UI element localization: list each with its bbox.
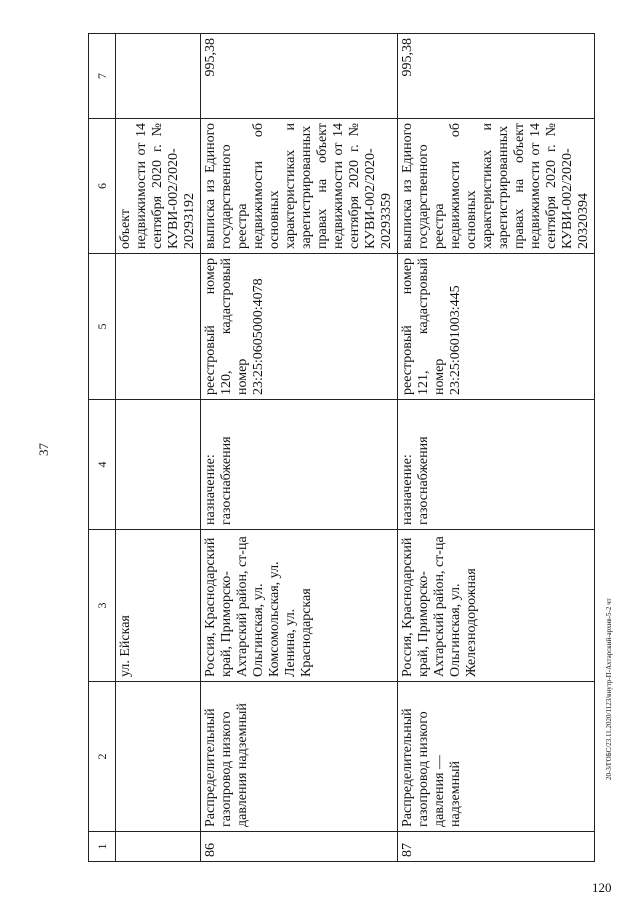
table-row (201, 34, 398, 862)
cell-address: Россия, Краснодарский край, Приморско-Ахтарский район, ст-ца Ольгинская, ул. Железнодорожная (398, 530, 595, 682)
cell-num: 87 (398, 832, 595, 862)
table-row (398, 34, 595, 862)
document-code: 20-3/ГОБС/23.11.2020/1123/внутр-П-Ахтарский-архив-5-2 чт (605, 598, 613, 780)
cell-address: ул. Ейская (116, 530, 201, 682)
header-col-3: 3 (89, 530, 116, 682)
cell-value: 995,38 (398, 34, 595, 119)
cell-value (116, 34, 201, 119)
cell-purpose: назначение: газоснабжения (201, 400, 398, 530)
cell-name (116, 682, 201, 832)
cell-num (116, 832, 201, 862)
cell-doc: объект недвижимости от 14 сентября 2020 г. № КУВИ-002/2020-20293192 (116, 119, 201, 254)
cell-address: Россия, Краснодарский край, Приморско-Ахтарский район, ст-ца Ольгинская, ул. Комсомольская, ул. Ленина, ул. Краснодарская (201, 530, 398, 682)
header-col-4: 4 (89, 400, 116, 530)
header-col-7: 7 (89, 34, 116, 119)
table-row-continued (116, 34, 201, 862)
property-table-wrapper (88, 34, 591, 862)
header-col-5: 5 (89, 254, 116, 400)
cell-reg: реестровый номер 120, кадастровый номер 23:25:0605000:4078 (201, 254, 398, 400)
cell-num: 86 (201, 832, 398, 862)
cell-purpose: назначение: газоснабжения (398, 400, 595, 530)
header-col-6: 6 (89, 119, 116, 254)
property-table (88, 33, 595, 862)
header-col-2: 2 (89, 682, 116, 832)
cell-doc: выписка из Единого государственного реестра недвижимости об основных характеристиках и зарегистрированных правах на объект недвижимости от 14 сентября 2020 г. № КУВИ-002/2020-20293359 (201, 119, 398, 254)
cell-purpose (116, 400, 201, 530)
cell-reg (116, 254, 201, 400)
header-row (89, 34, 116, 862)
page-number-bottom: 120 (592, 880, 612, 895)
header-col-1: 1 (89, 832, 116, 862)
cell-name: Распределительный газопровод низкого давления — надземный (398, 682, 595, 832)
cell-doc: выписка из Единого государственного реестра недвижимости об основных характеристиках и зарегистрированных правах на объект недвижимости от 14 сентября 2020 г. № КУВИ-002/2020-20320394 (398, 119, 595, 254)
cell-reg: реестровый номер 121, кадастровый номер 23:25:0601003:445 (398, 254, 595, 400)
page-number-top: 37 (36, 443, 51, 456)
cell-name: Распределительный газопровод низкого давления надземный (201, 682, 398, 832)
cell-value: 995,38 (201, 34, 398, 119)
